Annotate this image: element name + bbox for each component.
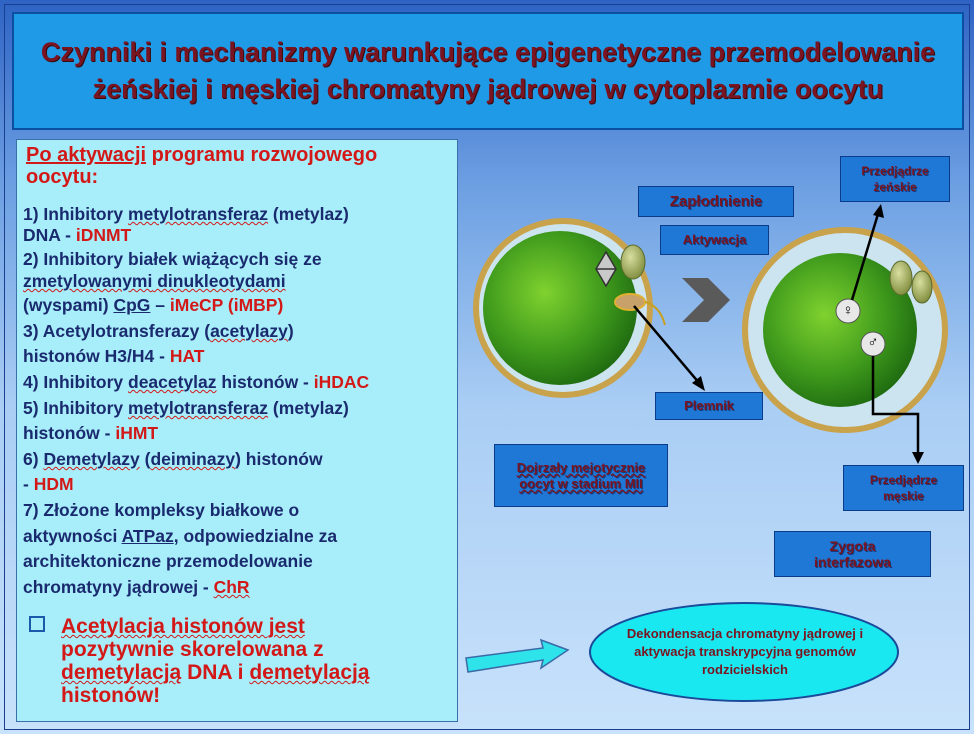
sperm-head [615,294,645,310]
item-7-line4: chromatyny jądrowej - ChR [23,577,250,597]
przedjadrze-meskie-box: Przedjądrze męskie [843,465,964,511]
item-7-line3: architektoniczne przemodelowanie [23,551,313,571]
item-2-line1: 2) Inhibitory białek wiążących się ze [23,249,322,269]
item-6-line2: - HDM [23,474,74,494]
conclusion-line3: demetylacją DNA i demetylacją [61,661,370,684]
polar-body-1 [890,261,912,295]
heading-rest: programu rozwojowego [146,144,378,166]
item-2-line2: zmetylowanymi dinukleotydami [23,271,286,291]
item-4-line1: 4) Inhibitory deacetylaz histonów - iHDAC [23,372,370,392]
item-1-line1: 1) Inhibitory metylotransferaz (metylaz) [23,204,349,224]
item-5-line2: histonów - iHMT [23,423,159,443]
male-symbol: ♂ [867,334,879,351]
conclusion-line2: pozytywnie skorelowana z [61,638,324,661]
polar-body-2 [912,271,932,303]
chevron-right-icon [682,278,730,322]
cyan-arrow [466,640,568,672]
oocyte-cytoplasm [483,231,637,385]
item-2-line3: (wyspami) CpG – iMeCP (iMBP) [23,295,284,315]
conclusion-line1: Acetylacja histonów jest [61,615,305,638]
conclusion-line4: histonów! [61,684,161,707]
item-3-line1: 3) Acetylotransferazy (acetylazy) [23,321,294,341]
zygota-box: Zygota interfazowa [774,531,931,577]
item-6-line1: 6) Demetylazy (deiminazy) histonów [23,449,323,469]
aktywacja-box: Aktywacja [660,225,769,255]
heading-underlined: Po aktywacji [26,144,147,166]
item-3-line2: histonów H3/H4 - HAT [23,346,205,366]
female-symbol: ♀ [842,302,854,319]
item-7-line2: aktywności ATPaz, odpowiedzialne za [23,526,338,546]
przedjadrze-zenskie-box: Przedjądrze żeńskie [840,156,950,202]
item-7-line1: 7) Złożone kompleksy białkowe o [23,500,300,520]
item-1-line2: DNA - iDNMT [23,225,132,245]
item-5-line1: 5) Inhibitory metylotransferaz (metylaz) [23,398,349,418]
slide-title: Czynniki i mechanizmy warunkujące epigenetyczne przemodelowanie żeńskiej i męskiej chromatyny jądrowej w cytoplazmie oocytu [40,37,936,104]
heading-line2: oocytu: [26,166,99,188]
zaplodnienie-box: Zapłodnienie [638,186,794,217]
polar-body [621,245,645,279]
dekondensacja-text: Dekondensacja chromatyny jądrowej i aktywacja transkrypcyjna genomów rodzicielskich [626,626,864,677]
plemnik-box: Plemnik [655,392,763,420]
oocyt-box: Dojrzały mejotycznie oocyt w stadium MII [494,444,668,507]
